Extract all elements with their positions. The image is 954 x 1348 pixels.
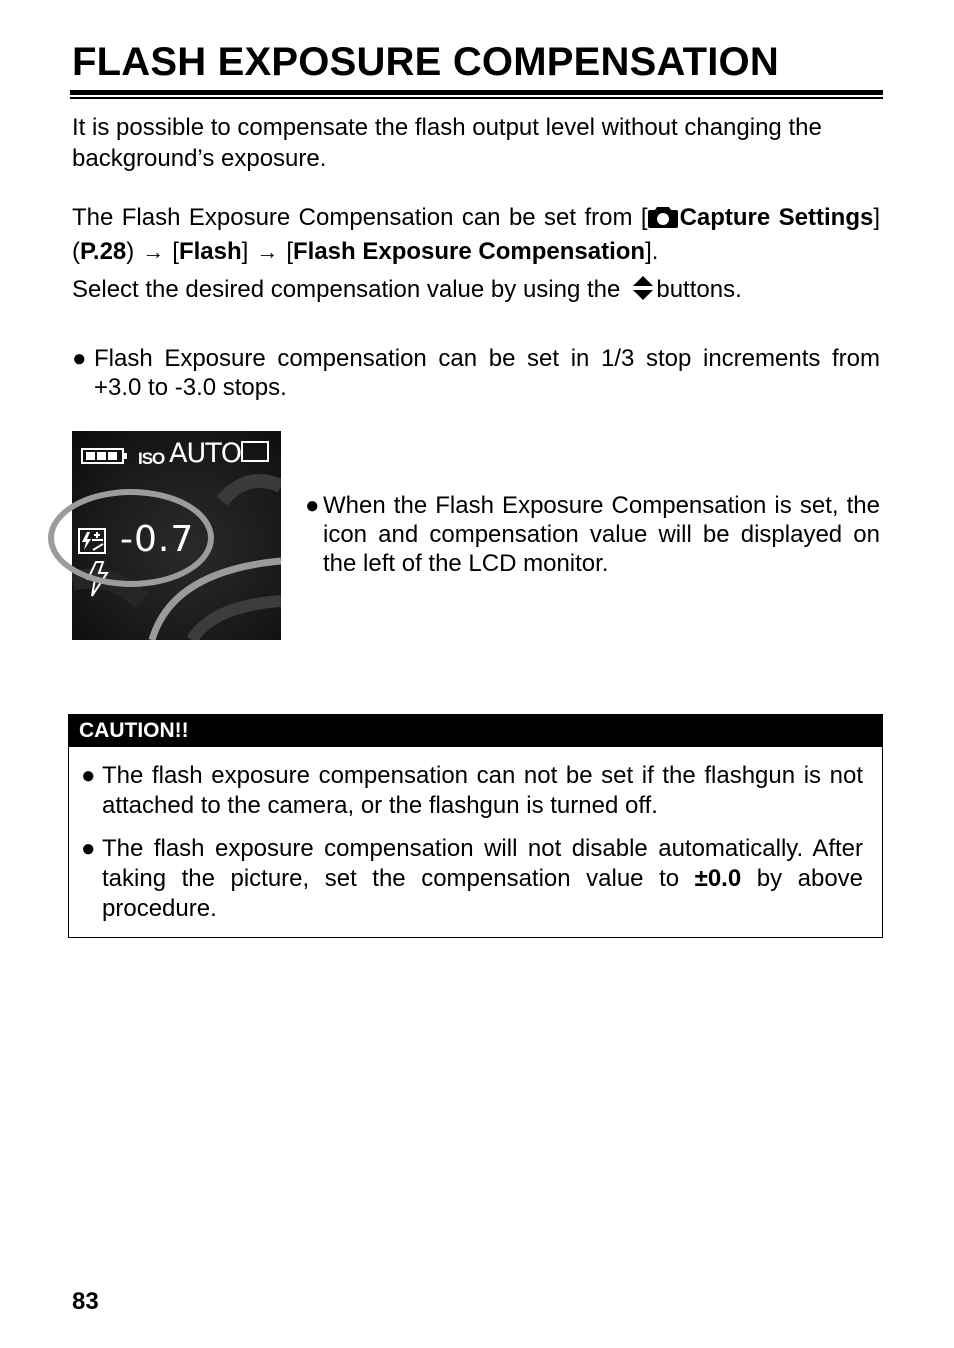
capture-settings-label: Capture Settings [679,204,874,231]
menu-path-punct: ) [126,238,135,265]
select-instruction-text: Select the desired compensation value by using the [72,276,621,303]
arrow-icon: → [142,239,165,264]
caution-item-1-text: The flash exposure compensation can not be set if the flashgun is not attached to the camera, or the flashgun is turned off. [102,762,863,819]
up-down-arrow-icon [632,275,654,309]
highlight-ellipse [48,489,214,587]
intro-paragraph: It is possible to compensate the flash output level without changing the background’s exposure. [72,114,822,172]
menu-path-punct: [ [172,238,179,265]
lcd-note-text: When the Flash Exposure Compensation is set, the icon and compensation value will be displayed on the left of the LCD monitor. [323,492,880,577]
menu-path-punct: [ [286,238,293,265]
lcd-monitor-image [72,431,281,640]
caution-item-2-lead: The flash exposure compensation will not disable automatically. After taking the picture, set the compensation value to [102,835,863,892]
compensation-value: -0.7 [120,519,195,560]
select-instruction-suffix: buttons. [656,276,742,303]
select-instruction [72,274,880,309]
increments-text: Flash Exposure compensation can be set in 1/3 stop increments from +3.0 to -3.0 stops. [94,345,880,401]
iso-value: AUTO [169,438,241,469]
page-title: FLASH EXPOSURE COMPENSATION [72,40,779,84]
bullet-dot: ● [81,762,96,789]
frame-mode-icon [241,441,269,462]
camera-icon [648,205,678,236]
menu-path-paragraph [72,202,880,267]
battery-icon [81,447,129,470]
menu-path-punct: ]. [645,238,659,265]
menu-path-punct: ] ( [72,204,881,265]
caution-heading: CAUTION!! [69,715,882,747]
bullet-dot: ● [72,345,87,372]
caution-item-1 [81,761,863,821]
iso-label: ISO [138,449,165,468]
title-rule-thick [70,90,883,95]
lcd-note-bullet [305,491,880,578]
caution-item-2-tail: by above procedure. [102,865,864,922]
caution-item-2-text [102,834,863,924]
menu-path-punct: ] [241,238,249,265]
caution-item-2 [81,834,863,924]
bullet-dot: ● [305,492,320,519]
flash-exposure-compensation-label: Flash Exposure Compensation [292,238,646,265]
page-reference: P.28 [80,238,127,265]
arrow-icon: → [256,239,279,264]
increments-bullet [72,344,880,402]
bullet-dot: ● [81,835,96,862]
flash-menu-label: Flash [178,238,242,265]
menu-path-lead: The Flash Exposure Compensation can be set from [ [72,204,648,231]
title-rule-thin [70,97,883,99]
compensation-reset-value: ±0.0 [694,865,742,892]
page-number: 83 [72,1288,99,1315]
caution-box [68,714,883,938]
